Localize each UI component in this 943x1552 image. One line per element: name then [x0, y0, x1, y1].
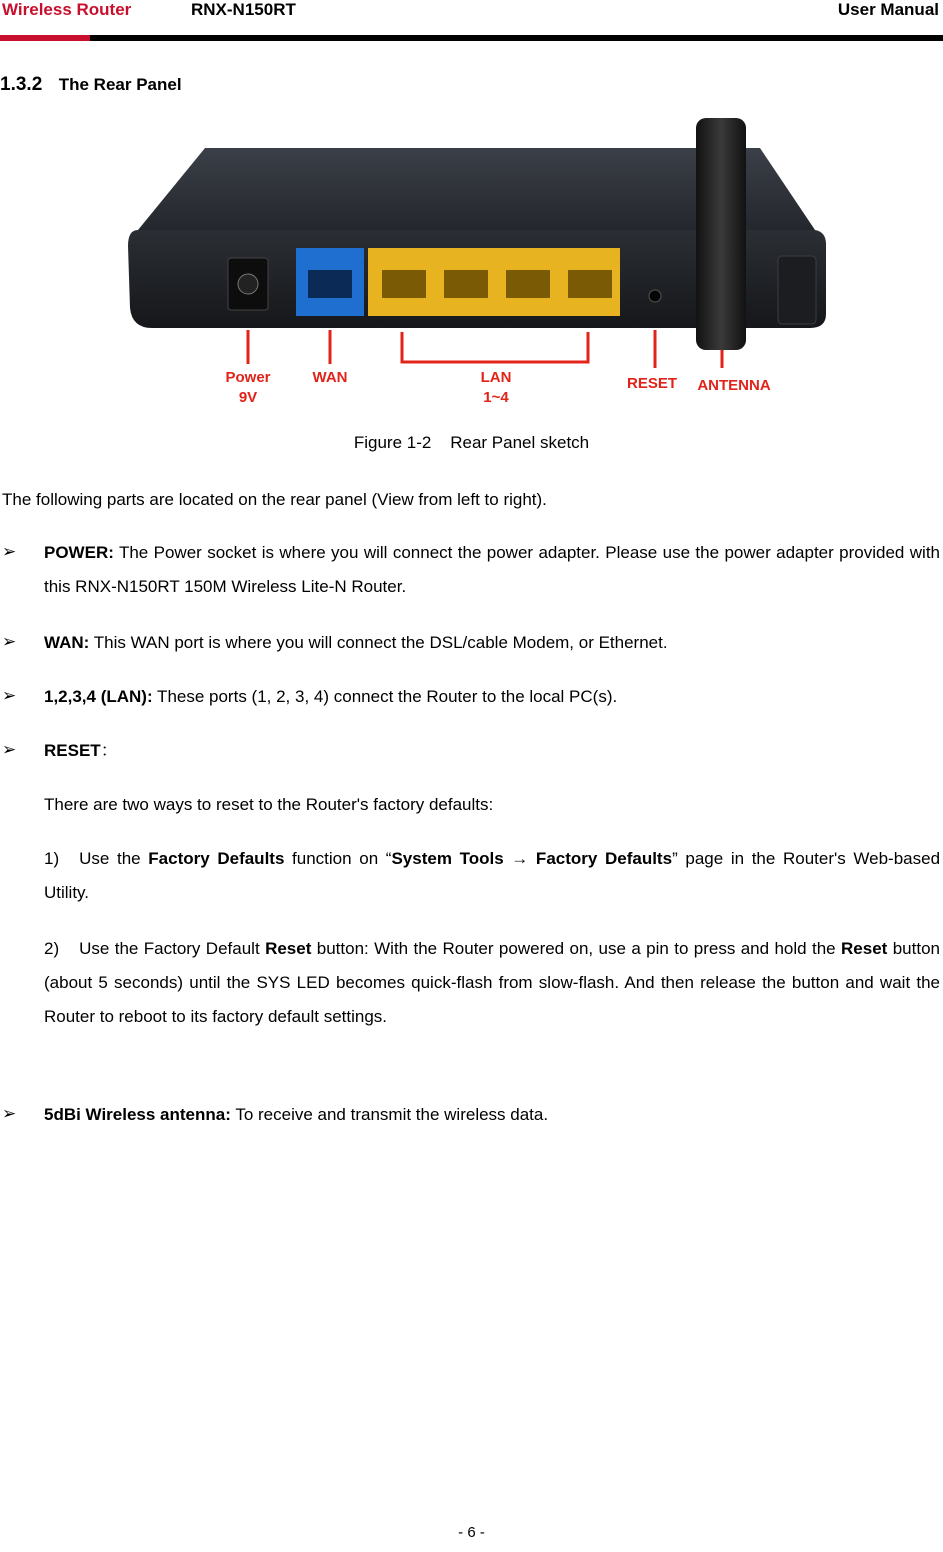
desc-antenna: To receive and transmit the wireless data. [230, 1105, 549, 1124]
label-reset: RESET [626, 375, 678, 392]
rear-panel-figure [110, 118, 835, 410]
power-jack-hole [238, 274, 258, 294]
label-lan-range: 1~4 [483, 389, 509, 406]
router-side-cap [778, 256, 816, 324]
desc-power: The Power socket is where you will connect the power adapter. Please use the power adapter provided with this RNX-N150RT 150M Wireless Lite-N Router. [44, 543, 940, 596]
lan-port-2 [444, 270, 488, 298]
step-1-text-c: function on “ [284, 849, 392, 868]
lan-port-1 [382, 270, 426, 298]
reset-colon: ： [100, 741, 118, 760]
desc-wan: This WAN port is where you will connect the DSL/cable Modem, or Ethernet. [89, 633, 668, 652]
term-power: POWER: [44, 543, 114, 562]
step-2-text-e: button (about 5 seconds) until the SYS LED becomes quick-flash from slow-flash. And then release the button and wait the Router to reboot to its factory default settings. [44, 939, 940, 1026]
page-number: - 6 - [458, 1524, 485, 1541]
step-1-menu-path: System Tools → Factory Defaults [391, 849, 673, 868]
label-wan: WAN [312, 369, 348, 386]
header-manual-title: User Manual [837, 0, 939, 19]
section-heading [0, 74, 182, 96]
step-2-number: 2) [44, 939, 60, 958]
list-item-reset [44, 734, 940, 768]
step-2-reset-2: Reset [841, 939, 888, 958]
label-power: Power [225, 369, 271, 386]
desc-lan: These ports (1, 2, 3, 4) connect the Router to the local PC(s). [152, 687, 618, 706]
term-lan: 1,2,3,4 (LAN): [44, 687, 153, 706]
callout-lines [248, 330, 722, 368]
lan-port-3 [506, 270, 550, 298]
step-1-text-a: Use the [79, 849, 149, 868]
header-rule-black [90, 35, 943, 41]
figure-caption: Figure 1-2 Rear Panel sketch [353, 433, 590, 452]
term-antenna: 5dBi Wireless antenna: [44, 1105, 231, 1124]
wan-port-socket [308, 270, 352, 298]
term-reset: RESET [44, 741, 101, 760]
step-2-reset-1: Reset [265, 939, 312, 958]
bullet-arrow-icon: ➢ [2, 1104, 17, 1123]
section-number: 1.3.2 [0, 74, 43, 95]
header-brand: Wireless Router [2, 0, 132, 19]
list-item-wan [44, 626, 940, 660]
list-item-lan [44, 680, 940, 714]
label-lan: LAN [480, 369, 512, 386]
bullet-arrow-icon: ➢ [2, 542, 17, 561]
term-wan: WAN: [44, 633, 90, 652]
lan-port-4 [568, 270, 612, 298]
reset-step-2 [44, 932, 940, 1034]
bullet-arrow-icon: ➢ [2, 740, 17, 759]
step-1-factory-defaults: Factory Defaults [148, 849, 285, 868]
header-model: RNX-N150RT [191, 0, 296, 19]
page-header [0, 0, 943, 44]
step-1-number: 1) [44, 849, 60, 868]
step-2-text-c: button: With the Router powered on, use a pin to press and hold the [311, 939, 842, 958]
list-item-power [44, 536, 940, 604]
reset-hole [649, 290, 661, 302]
bullet-arrow-icon: ➢ [2, 686, 17, 705]
section-title: The Rear Panel [58, 75, 182, 94]
step-2-text-a: Use the Factory Default [79, 939, 266, 958]
intro-paragraph: The following parts are located on the rear panel (View from left to right). [2, 490, 547, 509]
bullet-arrow-icon: ➢ [2, 632, 17, 651]
step-1-text-e: ” page in the Router's Web-based Utility. [44, 849, 941, 902]
label-power-volt: 9V [238, 389, 258, 406]
reset-step-1 [44, 842, 940, 910]
list-item-antenna [44, 1098, 940, 1132]
label-antenna: ANTENNA [697, 377, 771, 394]
reset-intro: There are two ways to reset to the Router's factory defaults: [44, 795, 494, 814]
header-rule-red [0, 35, 90, 41]
antenna [696, 118, 746, 350]
